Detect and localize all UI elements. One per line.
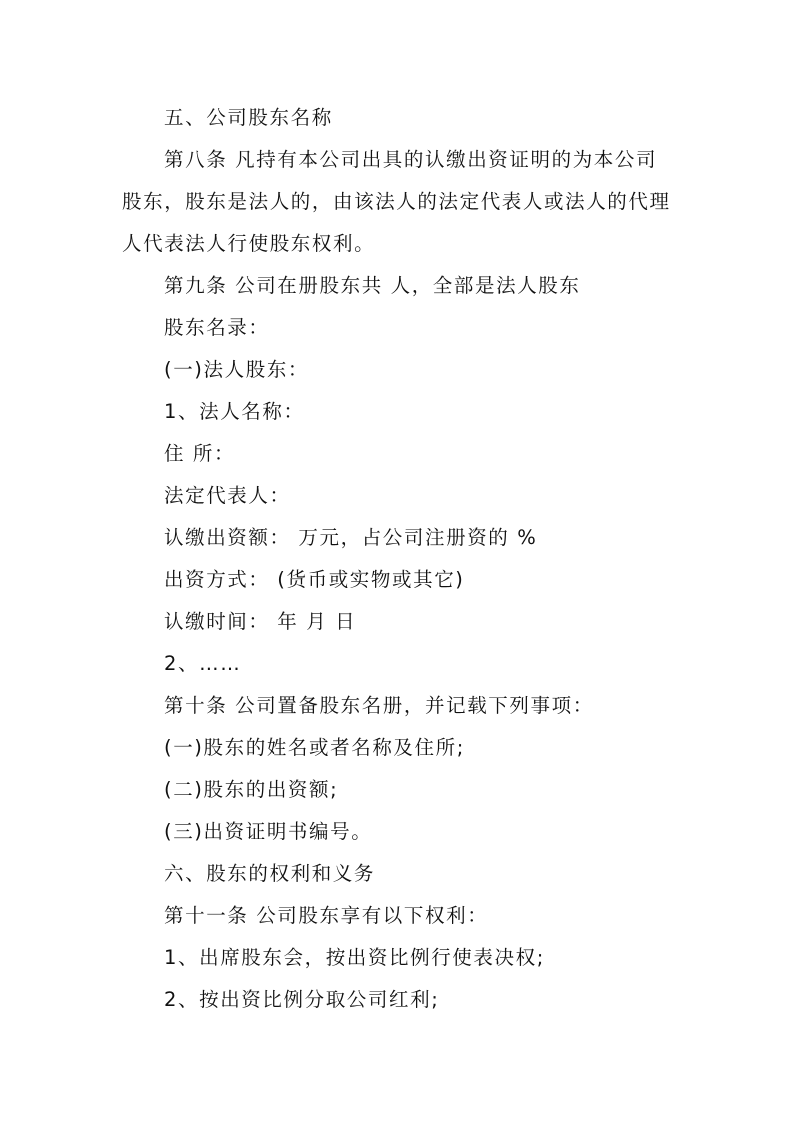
article-8-line-2: 股东，股东是法人的，由该法人的法定代表人或法人的代理 [122, 190, 671, 213]
shareholder-list-label: 股东名录： [164, 316, 270, 339]
list-continuation: 2、…… [164, 652, 242, 675]
legal-representative-field: 法定代表人： [164, 484, 291, 507]
subscribed-capital-field: 认缴出资额： 万元，占公司注册资的 % [164, 526, 538, 549]
register-item-2: (二)股东的出资额; [164, 778, 339, 801]
section-heading-rights: 六、股东的权利和义务 [164, 862, 376, 885]
section-heading: 五、公司股东名称 [164, 106, 333, 129]
address-field: 住 所： [164, 442, 236, 465]
subscription-date-field: 认缴时间： 年 月 日 [164, 610, 357, 633]
legal-person-name-field: 1、法人名称： [164, 400, 305, 423]
article-11: 第十一条 公司股东享有以下权利： [164, 904, 489, 927]
register-item-3: (三)出资证明书编号。 [164, 820, 373, 843]
right-item-1: 1、出席股东会，按出资比例行使表决权; [164, 946, 545, 969]
article-8-line-1: 第八条 凡持有本公司出具的认缴出资证明的为本公司 [164, 148, 658, 171]
contribution-method-field: 出资方式： (货币或实物或其它) [164, 568, 465, 591]
article-9: 第九条 公司在册股东共 人，全部是法人股东 [164, 274, 581, 297]
right-item-2: 2、按出资比例分取公司红利; [164, 988, 440, 1011]
article-8-line-3: 人代表法人行使股东权利。 [122, 232, 376, 255]
article-10: 第十条 公司置备股东名册，并记载下列事项： [164, 694, 594, 717]
register-item-1: (一)股东的姓名或者名称及住所; [164, 736, 465, 759]
legal-person-shareholder-label: (一)法人股东： [164, 358, 310, 381]
